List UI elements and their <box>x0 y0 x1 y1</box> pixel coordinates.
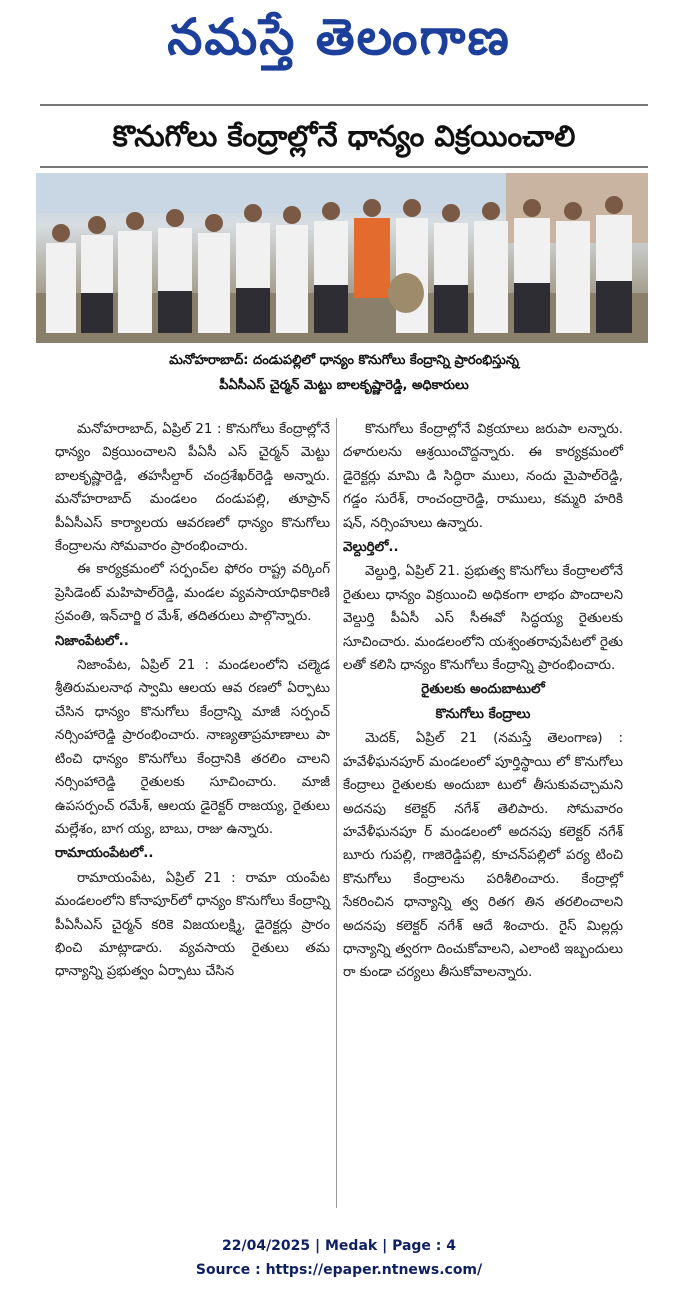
subheading-line-2: కొనుగోలు కేంద్రాలు <box>435 706 531 722</box>
headline-rule-top <box>40 104 648 106</box>
subheading-ramayampet: రామాయంపేటలో.. <box>55 846 154 862</box>
headline-rule-bottom <box>40 166 648 168</box>
article-column-right <box>343 418 623 985</box>
article-headline <box>40 110 648 164</box>
masthead-title: నమస్తే తెలంగాణ <box>167 8 511 66</box>
footer-source: Source : https://epaper.ntnews.com/ <box>195 1262 483 1278</box>
paragraph: మనోహరాబాద్‌, ఏప్రిల్‌ 21 : కొనుగోలు కేంద్రాల్లోనే ధాన్యం విక్రయించాలని పీఏసీ ఎస్‌ చైర్మన్‌ మెట్టు బాలకృష్ణారెడ్డి, తహసీల్దార్‌ చంద్రశేఖర్‌రెడ్డి అన్నారు. మనోహరాబాద్‌ మండలం దండుపల్లి, తూప్రాన్‌ పీఏసీఎస్‌ కార్యాలయ ఆవరణలో ధాన్యం కొనుగోలు కేంద్రాలను సోమవారం ప్రారంభించారు. <box>55 422 330 555</box>
group-photo-icon <box>36 173 648 343</box>
caption-line-2: పీఏసీఎస్‌ చైర్మన్‌ మెట్టు బాలకృష్ణారెడ్డి, అధికారులు <box>219 378 469 393</box>
photo-caption <box>60 348 628 398</box>
newspaper-masthead <box>0 0 678 78</box>
paragraph: నిజాంపేట, ఏప్రిల్‌ 21 : మండలంలోని చల్మెడ శ్రీతిరుమలనాథ స్వామి ఆలయ ఆవ రణలో ఏర్పాటు చేసిన ధాన్యం కొనుగోలు కేంద్రాన్ని మాజీ సర్పంచ్‌ నర్సింహారెడ్డి ప్రారంభించారు. నాణ్యతాప్రమాణాలు పా టించి ధాన్యం కొనుగోలు కేంద్రానికి తరలిం చాలని నర్సింహారెడ్డి రైతులకు సూచించారు. మాజీ ఉపసర్పంచ్‌ రమేశ్‌, ఆలయ డైరెక్టర్‌ రాజయ్య, రైతులు మల్లేశం, బాగ య్య, బాబు, రాజు ఉన్నారు. <box>55 658 330 837</box>
paragraph: మెదక్‌, ఏప్రిల్‌ 21 (నమస్తే తెలంగాణ) : హవేళీఘనపూర్‌ మండలంలో పూర్తిస్థాయి లో కొనుగోలు కేంద్రాలు రైతులకు అందుబా టులో తీసుకువచ్చామని అదనపు కలెక్టర్‌ నగేశ్‌ తెలిపారు. సోమవారం హవేళీఘనపూ ర్‌ మండలంలో అదనపు కలెక్టర్‌ నగేశ్‌ బూరు గుపల్లి, గాజిరెడ్డిపల్లి, కూచన్‌పల్లిలో పర్య టించి కొనుగోలు కేంద్రాలను పరిశీలించారు. కేంద్రాల్లో సేకరించిన ధాన్యాన్ని త్వ రితగ తిన తరలించాలని అదనపు కలెక్టర్‌ నగేశ్‌ ఆదే శించారు. రైస్‌ మిల్లర్లు ధాన్యాన్ని త్వరగా దించుకోవాలని, ఎలాంటి ఇబ్బందులు రా కుండా చర్యలు తీసుకోవాలన్నారు. <box>343 731 623 981</box>
paragraph: రామాయంపేట, ఏప్రిల్‌ 21 : రామా యంపేట మండలంలోని కోనాపూర్‌లో ధాన్యం కొనుగోలు కేంద్రాన్ని పీఏసీఎస్‌ చైర్మన్‌ కరికె విజయలక్ష్మి, డైరెక్టర్లు ప్రారం భించి మాట్లాడారు. వ్యవసాయ రైతులు తమ ధాన్యాన్ని ప్రభుత్వం ఏర్పాటు చేసిన <box>55 870 330 980</box>
subheading-line-1: రైతులకు అందుబాటులో <box>421 682 545 698</box>
footer-edition-info: 22/04/2025 | Medak | Page : 4 <box>221 1238 457 1254</box>
column-divider <box>336 418 337 1208</box>
subheading-nizampet: నిజాంపేటలో.. <box>55 633 129 649</box>
paragraph: వెల్దుర్తి, ఏప్రిల్‌ 21. ప్రభుత్వ కొనుగోలు కేంద్రాలలోనే రైతులు ధాన్యం విక్రయించి అధికంగా లాభం పొందాలని వెల్దుర్తి పీఏసీ ఎస్‌ సీఈవో సిద్ధయ్య రైతులకు సూచించారు. మండలంలోని యశ్వంతరావుపేటలో రైతు లతో కలిసి ధాన్యం కొనుగోలు కేంద్రాన్ని ప్రారంభించారు. <box>343 564 623 674</box>
article-column-left <box>55 418 330 984</box>
caption-line-1: మనోహరాబాద్‌: దండుపల్లిలో ధాన్యం కొనుగోలు కేంద్రాన్ని ప్రారంభిస్తున్న <box>169 353 519 368</box>
subheading-veldurthi: వెల్దుర్తిలో.. <box>343 540 399 556</box>
headline-text: కొనుగోలు కేంద్రాల్లోనే ధాన్యం విక్రయించాలి <box>112 119 576 153</box>
paragraph: కొనుగోలు కేంద్రాల్లోనే విక్రయాలు జరుపా లన్నారు. దళారులను ఆశ్రయించొద్దన్నారు. ఈ కార్యక్రమంలో డైరెక్టర్లు మామి డి సిద్ధిరా ములు, నందు మైపాల్‌రెడ్డి, గడ్డం సురేశ్‌, రాంచంద్రారెడ్డి, రాములు, కమ్మరి హరికి షన్‌, నర్సింహులు ఉన్నారు. <box>343 422 623 531</box>
paragraph: ఈ కార్యక్రమంలో సర్పంచ్‌ల ఫోరం రాష్ట్ర వర్కింగ్‌ ప్రెసిడెంట్‌ మహిపాల్‌రెడ్డి, మండల వ్యవసాయాధికారిణి స్రవంతి, ఇన్‌చార్జి ర మేశ్‌, తదితరులు పాల్గొన్నారు. <box>55 562 330 625</box>
